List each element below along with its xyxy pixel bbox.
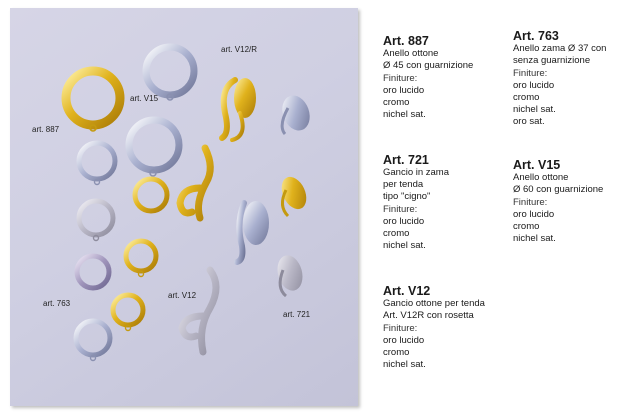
product-763-title: Art. 763 [513,29,559,43]
product-v15-desc-1: Anello ottone [513,172,569,183]
product-887-finishes-label: Finiture: [383,73,418,84]
product-887-finish: nichel sat. [383,109,426,120]
product-721-finish: oro lucido [383,216,425,227]
ring-chrome-887 [79,143,115,185]
product-887 [383,34,473,121]
product-v15-desc-2: Ø 60 con guarnizione [513,184,604,195]
product-v12-desc-1: Gancio ottone per tenda [383,298,485,309]
product-v12-desc-2: Art. V12R con rosetta [383,310,474,321]
product-v12-finishes-label: Finiture: [383,323,418,334]
product-721-desc-3: tipo "cigno" [383,191,431,202]
ring-gold-763-b [113,295,143,331]
product-v12-title: Art. V12 [383,284,431,298]
ring-chrome-top [146,47,194,100]
product-763-finishes-label: Finiture: [513,68,548,79]
hook-nickel-swan [182,270,216,352]
label-v15: art. V15 [130,94,159,103]
product-763 [513,29,606,128]
product-763-desc-2: senza guarnizione [513,55,591,66]
product-887-finish: oro lucido [383,85,425,96]
label-887: art. 887 [32,125,60,134]
product-721-finishes-label: Finiture: [383,204,418,215]
hook-gold-rosette [222,78,256,140]
hook-chrome-small [278,92,315,135]
label-v12r: art. V12/R [221,45,258,54]
product-763-finish: cromo [513,92,540,103]
product-887-title: Art. 887 [383,34,429,48]
product-v15 [513,158,603,245]
product-763-finish: oro sat. [513,116,545,127]
product-721-finish: cromo [383,228,410,239]
product-v15-finishes-label: Finiture: [513,197,548,208]
hook-chrome-rosette [237,201,269,262]
ring-violet [77,256,109,288]
product-721 [383,153,449,252]
product-721-desc-2: per tenda [383,179,424,190]
product-photo [10,8,358,406]
product-v15-finish: oro lucido [513,209,555,220]
label-721: art. 721 [283,310,311,319]
hook-gold-small [277,173,311,216]
ring-gold-763-a [126,241,156,277]
product-763-finish: oro lucido [513,80,555,91]
product-v12-finish: oro lucido [383,335,425,346]
product-v12 [383,284,485,371]
hook-chrome-small-bottom [274,253,306,296]
label-763: art. 763 [43,299,71,308]
product-721-desc-1: Gancio in zama [383,167,450,178]
hook-gold-swan [180,148,210,218]
product-illustration [10,8,358,406]
product-v15-finish: cromo [513,221,540,232]
ring-gold-large [66,71,120,131]
product-721-finish: nichel sat. [383,240,426,251]
ring-chrome-middle [129,120,179,176]
label-v12: art. V12 [168,291,197,300]
product-721-title: Art. 721 [383,153,429,167]
product-887-finish: cromo [383,97,410,108]
product-v15-finish: nichel sat. [513,233,556,244]
product-v12-finish: cromo [383,347,410,358]
product-763-finish: nichel sat. [513,104,556,115]
ring-chrome-763 [76,321,110,361]
ring-nickel [79,201,113,241]
product-887-desc-2: Ø 45 con guarnizione [383,60,474,71]
ring-gold-887 [135,179,167,211]
product-v12-finish: nichel sat. [383,359,426,370]
product-v15-title: Art. V15 [513,158,561,172]
product-887-desc-1: Anello ottone [383,48,439,59]
product-763-desc-1: Anello zama Ø 37 con [513,43,607,54]
